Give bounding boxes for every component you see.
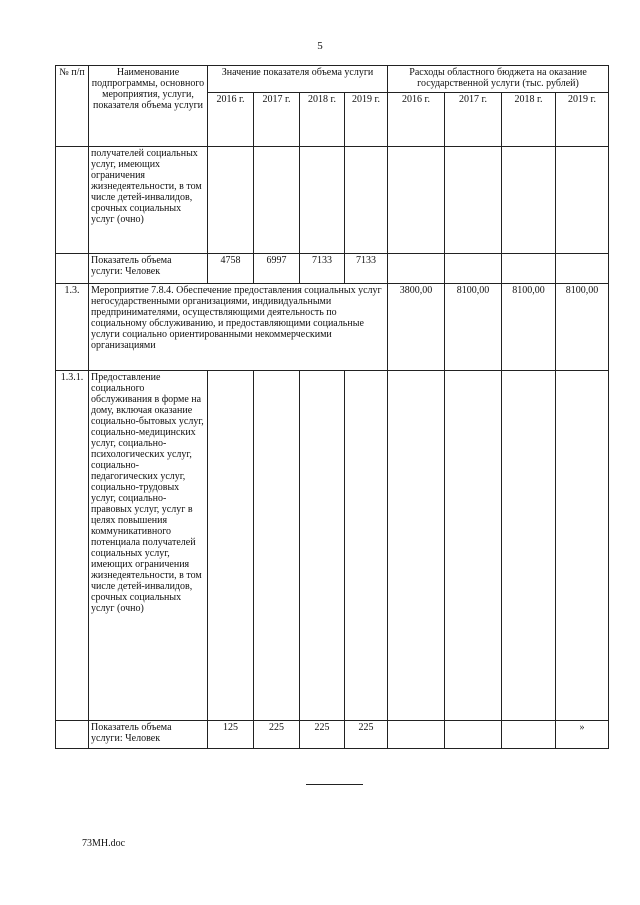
row-value: 225 <box>300 721 345 749</box>
row-budget <box>502 147 556 254</box>
row-budget <box>556 371 609 721</box>
year-value-2019: 2019 г. <box>345 93 388 147</box>
year-value-2016: 2016 г. <box>208 93 254 147</box>
row-budget: 3800,00 <box>388 284 445 371</box>
row-num <box>56 254 89 284</box>
row-value <box>254 147 300 254</box>
row-budget <box>502 371 556 721</box>
row-value <box>345 147 388 254</box>
row-budget <box>388 371 445 721</box>
header-row <box>56 66 609 93</box>
row-budget <box>556 147 609 254</box>
table-row <box>56 721 609 749</box>
row-budget <box>388 254 445 284</box>
row-budget <box>388 147 445 254</box>
table-row <box>56 371 609 721</box>
row-budget: 8100,00 <box>445 284 502 371</box>
row-name: Показатель объема услуги: Человек <box>89 254 208 284</box>
row-budget <box>388 721 445 749</box>
row-value: 225 <box>254 721 300 749</box>
year-budget-2018: 2018 г. <box>502 93 556 147</box>
col-num-header: № п/п <box>56 66 89 147</box>
row-budget <box>445 371 502 721</box>
budget-table <box>55 65 609 749</box>
row-budget <box>502 254 556 284</box>
col-budget-group-header: Расходы областного бюджета на оказание государственной услуги (тыс. рублей) <box>388 66 609 93</box>
row-value <box>208 147 254 254</box>
row-name: получателей социальных услуг, имеющих ограничения жизнедеятельности, в том числе детей-инвалидов, срочных социальных услуг (очно) <box>89 147 208 254</box>
row-value <box>300 147 345 254</box>
row-value <box>345 371 388 721</box>
year-value-2018: 2018 г. <box>300 93 345 147</box>
row-value: 125 <box>208 721 254 749</box>
page-number: 5 <box>317 40 323 52</box>
row-budget <box>556 254 609 284</box>
table-row <box>56 284 609 371</box>
row-budget: 8100,00 <box>556 284 609 371</box>
row-num <box>56 147 89 254</box>
row-num: 1.3.1. <box>56 371 89 721</box>
row-num: 1.3. <box>56 284 89 371</box>
row-budget <box>445 254 502 284</box>
year-budget-2017: 2017 г. <box>445 93 502 147</box>
year-budget-2016: 2016 г. <box>388 93 445 147</box>
row-name: Предоставление социального обслуживания в форме на дому, включая оказание социально-бытовых услуг, социально-медицинских услуг, социально-психологических услуг, социально-педагогических услуг, социально-трудовых услуг, социально-правовых услуг, услуг в целях повышения коммуникативного потенциала получателей социальных услуг, имеющих ограничения жизнедеятельности, в том числе детей-инвалидов, срочных социальных услуг (очно) <box>89 371 208 721</box>
row-name: Мероприятие 7.8.4. Обеспечение предоставления социальных услуг негосударственными организациями, индивидуальными предпринимателями, осуществляющими деятельность по социальному обслуживанию, и предоставляющими социальные услуги социально ориентированными некоммерческими организациями <box>89 284 388 371</box>
year-budget-2019: 2019 г. <box>556 93 609 147</box>
closing-rule <box>306 784 363 785</box>
row-value <box>300 371 345 721</box>
row-value: 4758 <box>208 254 254 284</box>
row-value <box>208 371 254 721</box>
row-budget: » <box>556 721 609 749</box>
table-row <box>56 254 609 284</box>
row-value: 7133 <box>345 254 388 284</box>
row-value: 6997 <box>254 254 300 284</box>
row-num <box>56 721 89 749</box>
col-value-group-header: Значение показателя объема услуги <box>208 66 388 93</box>
row-value: 7133 <box>300 254 345 284</box>
row-budget <box>445 721 502 749</box>
row-budget: 8100,00 <box>502 284 556 371</box>
row-budget <box>445 147 502 254</box>
file-name: 73МН.doc <box>82 838 126 849</box>
row-name: Показатель объема услуги: Человек <box>89 721 208 749</box>
col-name-header: Наименование подпрограммы, основного мероприятия, услуги, показателя объема услуги <box>89 66 208 147</box>
row-value <box>254 371 300 721</box>
row-budget <box>502 721 556 749</box>
year-value-2017: 2017 г. <box>254 93 300 147</box>
row-value: 225 <box>345 721 388 749</box>
table-row <box>56 147 609 254</box>
